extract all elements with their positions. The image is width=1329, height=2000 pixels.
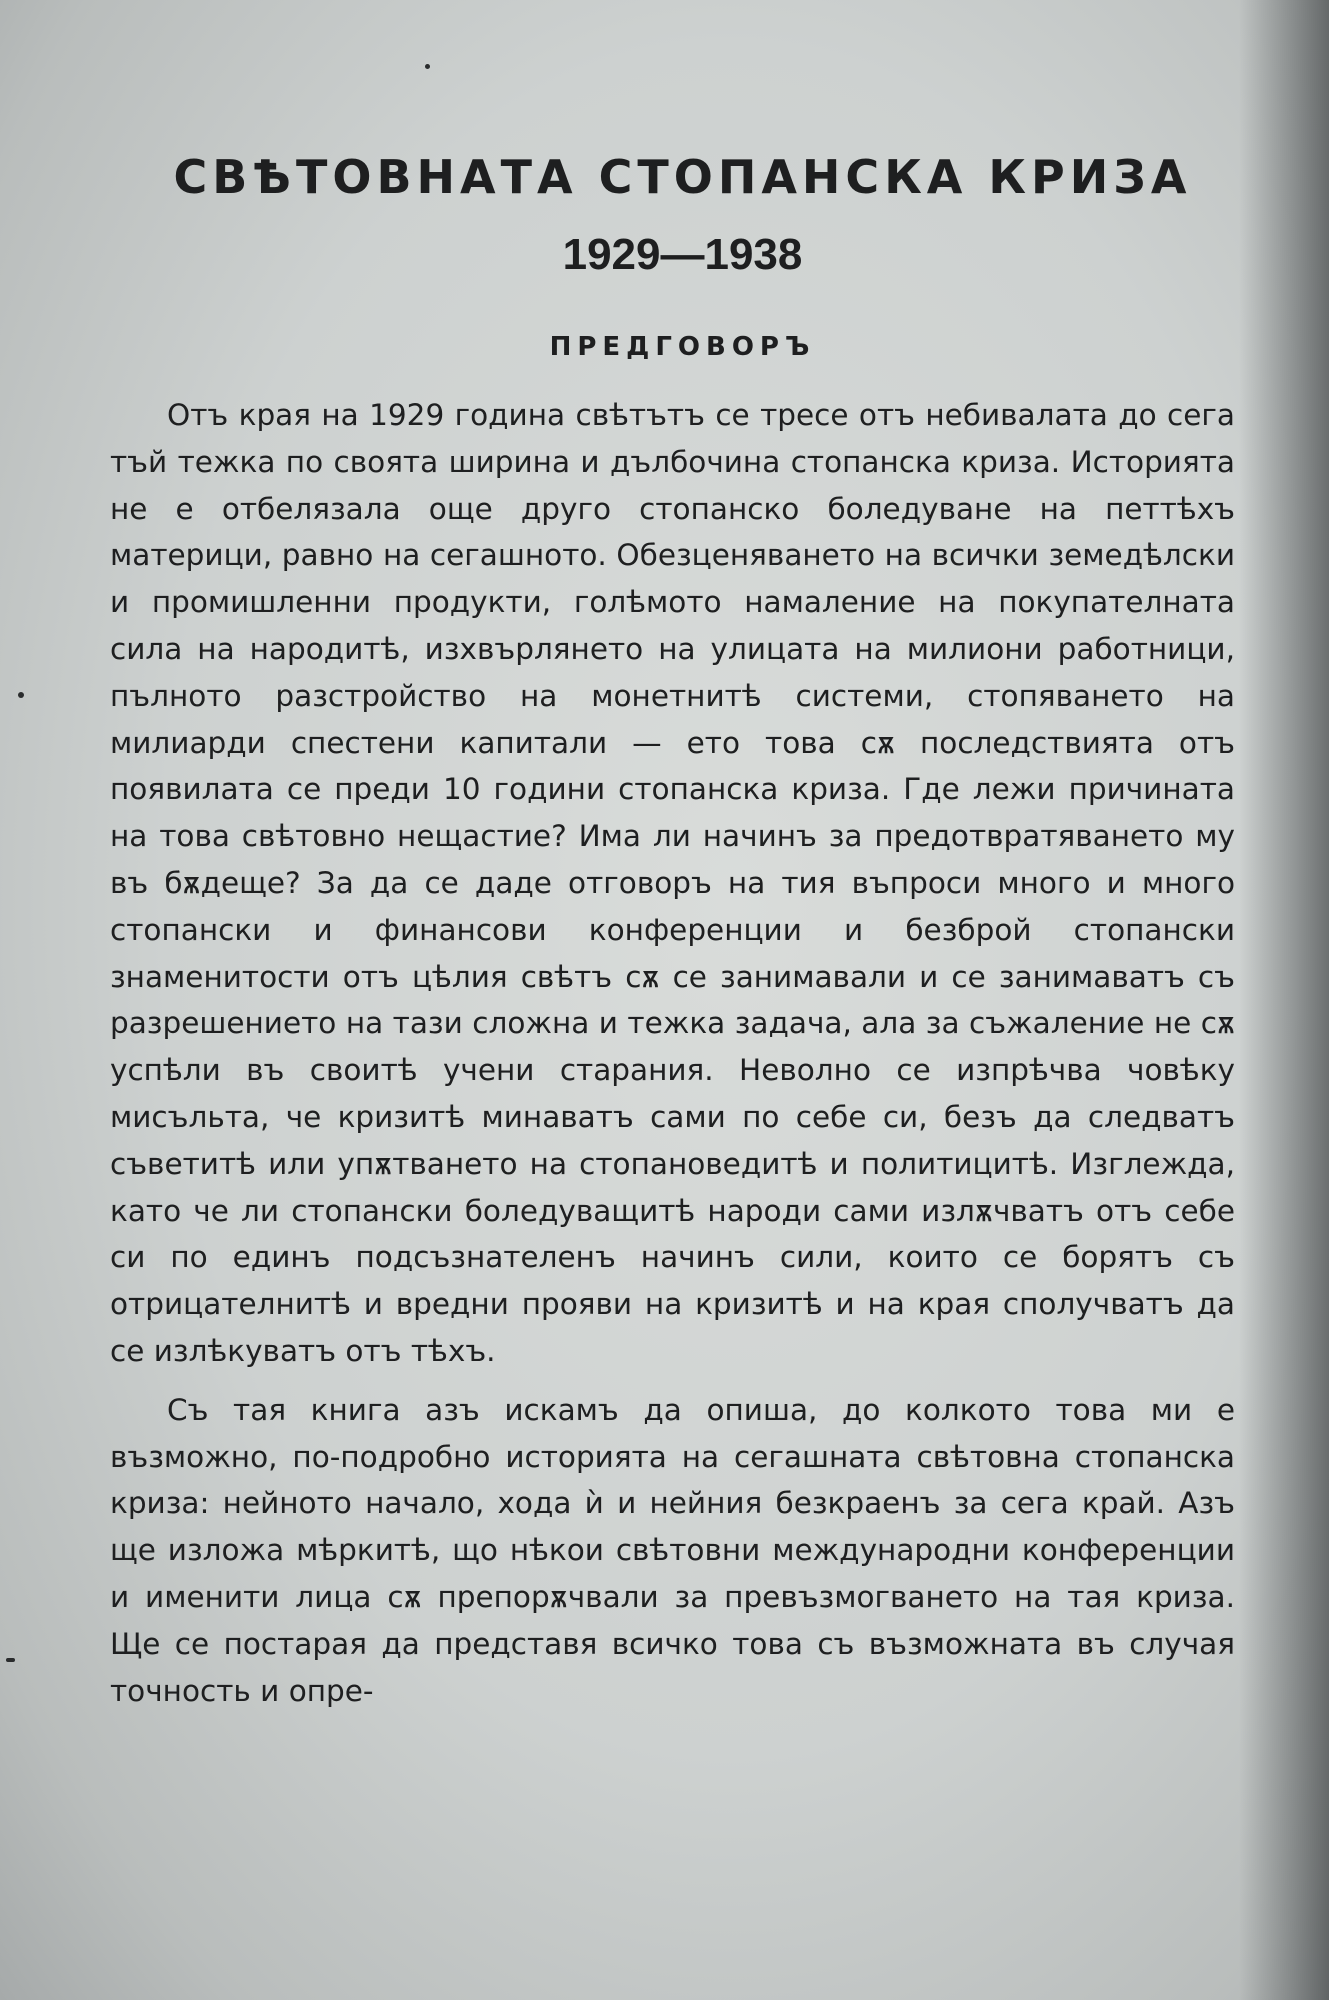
page-edge-shadow (1239, 0, 1329, 2000)
paper-speck (6, 1658, 15, 1662)
document-title: СВѢТОВНАТА СТОПАНСКА КРИЗА (173, 150, 1192, 204)
paragraph-1: Отъ края на 1929 година свѣтътъ се тресе отъ небивалата до сега тъй тежка по своята ширина и дълбочина стопанска криза. Историята не е отбелязала още друго стопанско боледуване на петтѣхъ материци, равно на сегашното. Обезценяването на всички земедѣлски и промишленни продукти, голѣмото намаление на покупателната сила на народитѣ, изхвърлянето на улицата на милиони работници, пълното разстройство на монетнитѣ системи, стопяването на милиарди спестени капитали — ето това сѫ последствията отъ появилата се преди 10 години стопанска криза. Где лежи причината на това свѣтовно нещастие? Има ли начинъ за предотвратяването му въ бѫдеще? За да се даде отговоръ на тия въпроси много и много стопански и финансови конференции и безброй стопански знаменитости отъ цѣлия свѣтъ сѫ се занимавали и се занимаватъ съ разрешението на тази сложна и тежка задача, ала за съжаление не сѫ успѣли въ своитѣ учени старания. Неволно се изпрѣчва човѣку мисъльта, че кризитѣ минаватъ сами по себе си, безъ да следватъ съветитѣ или упѫтването на стопановедитѣ и политицитѣ. Изглежда, като че ли стопански боледуващитѣ народи сами излѫчватъ отъ себе си по единъ подсъзнателенъ начинъ сили, които се борятъ съ отрицателнитѣ и вредни прояви на кризитѣ и на края сполучватъ да се излѣкуватъ отъ тѣхъ. (110, 398, 1235, 1368)
page-content (110, 150, 1235, 1714)
paper-speck (18, 692, 24, 698)
paragraph-2: Съ тая книга азъ искамъ да опиша, до колкото това ми е възможно, по-подробно историята на сегашната свѣтовна стопанска криза: нейното начало, хода ѝ и нейния безкраенъ за сега край. Азъ ще изложа мѣркитѣ, що нѣкои свѣтовни международни конференции и именити лица сѫ препорѫчвали за превъзмогването на тая криза. Ще се постарая да представя всичко това съ възможната въ случая точность и опре- (110, 1392, 1235, 1708)
paper-speck (425, 64, 430, 69)
document-years: 1929—1938 (562, 230, 803, 279)
section-heading: ПРЕДГОВОРЪ (549, 332, 816, 362)
